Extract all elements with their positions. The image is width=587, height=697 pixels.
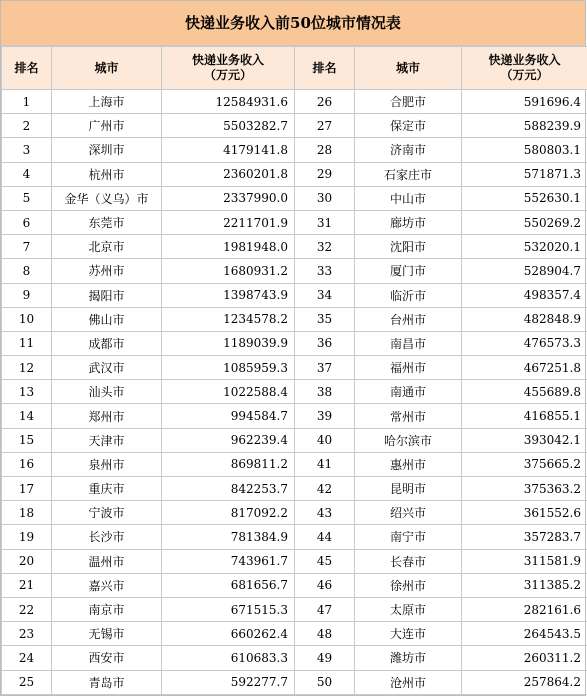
city-cell: 重庆市 xyxy=(52,477,162,501)
rank-cell: 21 xyxy=(2,573,52,597)
rank-cell: 41 xyxy=(295,452,355,476)
header-revenue-line2: （万元） xyxy=(203,68,252,82)
header-revenue-right xyxy=(462,47,587,90)
rank-cell: 19 xyxy=(2,525,52,549)
table-row xyxy=(2,670,587,694)
rank-cell: 30 xyxy=(295,186,355,210)
rank-cell: 25 xyxy=(2,670,52,694)
header-revenue-line1: 快递业务收入 xyxy=(488,53,561,67)
revenue-cell: 552630.1 xyxy=(462,186,587,210)
header-revenue-line2: （万元） xyxy=(500,68,549,82)
city-cell: 济南市 xyxy=(355,138,462,162)
rank-cell: 9 xyxy=(2,283,52,307)
revenue-cell: 498357.4 xyxy=(462,283,587,307)
header-revenue-left xyxy=(162,47,295,90)
table-row xyxy=(2,356,587,380)
city-cell: 哈尔滨市 xyxy=(355,428,462,452)
revenue-cell: 257864.2 xyxy=(462,670,587,694)
rank-cell: 23 xyxy=(2,622,52,646)
city-cell: 宁波市 xyxy=(52,501,162,525)
city-cell: 沈阳市 xyxy=(355,235,462,259)
table-row xyxy=(2,162,587,186)
city-cell: 中山市 xyxy=(355,186,462,210)
table-row xyxy=(2,622,587,646)
revenue-cell: 2337990.0 xyxy=(162,186,295,210)
revenue-cell: 681656.7 xyxy=(162,573,295,597)
rank-cell: 33 xyxy=(295,259,355,283)
city-cell: 徐州市 xyxy=(355,573,462,597)
rank-cell: 42 xyxy=(295,477,355,501)
revenue-cell: 416855.1 xyxy=(462,404,587,428)
city-cell: 深圳市 xyxy=(52,138,162,162)
table-row xyxy=(2,210,587,234)
header-city-left: 城市 xyxy=(52,47,162,90)
revenue-cell: 12584931.6 xyxy=(162,90,295,114)
revenue-cell: 4179141.8 xyxy=(162,138,295,162)
rank-cell: 26 xyxy=(295,90,355,114)
rank-cell: 14 xyxy=(2,404,52,428)
city-cell: 常州市 xyxy=(355,404,462,428)
rank-cell: 1 xyxy=(2,90,52,114)
table-row xyxy=(2,573,587,597)
revenue-cell: 282161.6 xyxy=(462,597,587,621)
city-cell: 大连市 xyxy=(355,622,462,646)
city-cell: 潍坊市 xyxy=(355,646,462,670)
revenue-cell: 592277.7 xyxy=(162,670,295,694)
table-row xyxy=(2,259,587,283)
rank-cell: 3 xyxy=(2,138,52,162)
revenue-cell: 476573.3 xyxy=(462,331,587,355)
table-row xyxy=(2,283,587,307)
table-row xyxy=(2,235,587,259)
city-cell: 无锡市 xyxy=(52,622,162,646)
rank-cell: 22 xyxy=(2,597,52,621)
revenue-cell: 375665.2 xyxy=(462,452,587,476)
revenue-cell: 311385.2 xyxy=(462,573,587,597)
city-cell: 昆明市 xyxy=(355,477,462,501)
city-cell: 郑州市 xyxy=(52,404,162,428)
table-row xyxy=(2,501,587,525)
rank-cell: 43 xyxy=(295,501,355,525)
table-row xyxy=(2,114,587,138)
rank-cell: 15 xyxy=(2,428,52,452)
rank-cell: 49 xyxy=(295,646,355,670)
table-row xyxy=(2,452,587,476)
city-cell: 合肥市 xyxy=(355,90,462,114)
city-cell: 武汉市 xyxy=(52,356,162,380)
revenue-cell: 588239.9 xyxy=(462,114,587,138)
header-city-right: 城市 xyxy=(355,47,462,90)
revenue-cell: 1398743.9 xyxy=(162,283,295,307)
revenue-cell: 660262.4 xyxy=(162,622,295,646)
table-row xyxy=(2,477,587,501)
revenue-cell: 1234578.2 xyxy=(162,307,295,331)
rank-cell: 2 xyxy=(2,114,52,138)
revenue-cell: 311581.9 xyxy=(462,549,587,573)
city-cell: 保定市 xyxy=(355,114,462,138)
table-row xyxy=(2,646,587,670)
revenue-cell: 2211701.9 xyxy=(162,210,295,234)
revenue-cell: 357283.7 xyxy=(462,525,587,549)
rank-cell: 11 xyxy=(2,331,52,355)
city-cell: 嘉兴市 xyxy=(52,573,162,597)
city-cell: 临沂市 xyxy=(355,283,462,307)
city-cell: 福州市 xyxy=(355,356,462,380)
revenue-cell: 994584.7 xyxy=(162,404,295,428)
city-cell: 广州市 xyxy=(52,114,162,138)
table-row xyxy=(2,331,587,355)
revenue-cell: 1189039.9 xyxy=(162,331,295,355)
city-cell: 台州市 xyxy=(355,307,462,331)
revenue-cell: 528904.7 xyxy=(462,259,587,283)
revenue-cell: 550269.2 xyxy=(462,210,587,234)
revenue-cell: 817092.2 xyxy=(162,501,295,525)
city-cell: 厦门市 xyxy=(355,259,462,283)
rank-cell: 32 xyxy=(295,235,355,259)
revenue-cell: 1981948.0 xyxy=(162,235,295,259)
rank-cell: 47 xyxy=(295,597,355,621)
rank-cell: 46 xyxy=(295,573,355,597)
city-cell: 天津市 xyxy=(52,428,162,452)
rank-cell: 39 xyxy=(295,404,355,428)
city-cell: 东莞市 xyxy=(52,210,162,234)
revenue-cell: 361552.6 xyxy=(462,501,587,525)
city-cell: 南京市 xyxy=(52,597,162,621)
city-cell: 佛山市 xyxy=(52,307,162,331)
rank-cell: 24 xyxy=(2,646,52,670)
city-cell: 汕头市 xyxy=(52,380,162,404)
revenue-cell: 393042.1 xyxy=(462,428,587,452)
table-title: 快递业务收入前50位城市情况表 xyxy=(1,1,585,46)
revenue-cell: 781384.9 xyxy=(162,525,295,549)
city-cell: 沧州市 xyxy=(355,670,462,694)
city-cell: 杭州市 xyxy=(52,162,162,186)
rank-cell: 6 xyxy=(2,210,52,234)
table-body xyxy=(2,90,587,695)
city-cell: 南昌市 xyxy=(355,331,462,355)
rank-cell: 10 xyxy=(2,307,52,331)
revenue-cell: 743961.7 xyxy=(162,549,295,573)
revenue-cell: 482848.9 xyxy=(462,307,587,331)
header-rank-left: 排名 xyxy=(2,47,52,90)
rank-cell: 8 xyxy=(2,259,52,283)
revenue-cell: 260311.2 xyxy=(462,646,587,670)
revenue-cell: 869811.2 xyxy=(162,452,295,476)
revenue-cell: 375363.2 xyxy=(462,477,587,501)
city-cell: 成都市 xyxy=(52,331,162,355)
city-cell: 南通市 xyxy=(355,380,462,404)
revenue-cell: 571871.3 xyxy=(462,162,587,186)
rank-cell: 17 xyxy=(2,477,52,501)
revenue-cell: 591696.4 xyxy=(462,90,587,114)
rank-cell: 50 xyxy=(295,670,355,694)
table-row xyxy=(2,404,587,428)
city-cell: 西安市 xyxy=(52,646,162,670)
rank-cell: 38 xyxy=(295,380,355,404)
revenue-cell: 1085959.3 xyxy=(162,356,295,380)
rank-cell: 20 xyxy=(2,549,52,573)
table-row xyxy=(2,138,587,162)
table-row xyxy=(2,549,587,573)
revenue-cell: 532020.1 xyxy=(462,235,587,259)
city-cell: 青岛市 xyxy=(52,670,162,694)
revenue-cell: 1680931.2 xyxy=(162,259,295,283)
rank-cell: 34 xyxy=(295,283,355,307)
table-row xyxy=(2,597,587,621)
city-cell: 北京市 xyxy=(52,235,162,259)
city-cell: 太原市 xyxy=(355,597,462,621)
rank-cell: 35 xyxy=(295,307,355,331)
rank-cell: 29 xyxy=(295,162,355,186)
revenue-cell: 5503282.7 xyxy=(162,114,295,138)
rank-cell: 13 xyxy=(2,380,52,404)
city-cell: 廊坊市 xyxy=(355,210,462,234)
rank-cell: 36 xyxy=(295,331,355,355)
header-row xyxy=(2,47,587,90)
city-cell: 南宁市 xyxy=(355,525,462,549)
revenue-cell: 671515.3 xyxy=(162,597,295,621)
rank-cell: 45 xyxy=(295,549,355,573)
city-cell: 石家庄市 xyxy=(355,162,462,186)
ranking-table xyxy=(1,46,587,695)
revenue-cell: 842253.7 xyxy=(162,477,295,501)
revenue-cell: 2360201.8 xyxy=(162,162,295,186)
rank-cell: 18 xyxy=(2,501,52,525)
table-row xyxy=(2,428,587,452)
revenue-cell: 467251.8 xyxy=(462,356,587,380)
rank-cell: 31 xyxy=(295,210,355,234)
rank-cell: 37 xyxy=(295,356,355,380)
table-row xyxy=(2,380,587,404)
city-cell: 上海市 xyxy=(52,90,162,114)
revenue-cell: 455689.8 xyxy=(462,380,587,404)
rank-cell: 16 xyxy=(2,452,52,476)
city-cell: 泉州市 xyxy=(52,452,162,476)
revenue-cell: 1022588.4 xyxy=(162,380,295,404)
rank-cell: 48 xyxy=(295,622,355,646)
revenue-cell: 610683.3 xyxy=(162,646,295,670)
city-cell: 长春市 xyxy=(355,549,462,573)
table-row xyxy=(2,186,587,210)
table-row xyxy=(2,525,587,549)
revenue-cell: 580803.1 xyxy=(462,138,587,162)
rank-cell: 7 xyxy=(2,235,52,259)
city-cell: 苏州市 xyxy=(52,259,162,283)
city-cell: 长沙市 xyxy=(52,525,162,549)
city-cell: 金华（义乌）市 xyxy=(52,186,162,210)
revenue-cell: 962239.4 xyxy=(162,428,295,452)
revenue-cell: 264543.5 xyxy=(462,622,587,646)
rank-cell: 27 xyxy=(295,114,355,138)
header-revenue-line1: 快递业务收入 xyxy=(191,53,264,67)
header-rank-right: 排名 xyxy=(295,47,355,90)
city-cell: 绍兴市 xyxy=(355,501,462,525)
rank-cell: 44 xyxy=(295,525,355,549)
city-cell: 温州市 xyxy=(52,549,162,573)
table-row xyxy=(2,307,587,331)
city-cell: 揭阳市 xyxy=(52,283,162,307)
rank-cell: 4 xyxy=(2,162,52,186)
rank-cell: 5 xyxy=(2,186,52,210)
rank-cell: 40 xyxy=(295,428,355,452)
table-row xyxy=(2,90,587,114)
rank-cell: 28 xyxy=(295,138,355,162)
rank-cell: 12 xyxy=(2,356,52,380)
city-cell: 惠州市 xyxy=(355,452,462,476)
